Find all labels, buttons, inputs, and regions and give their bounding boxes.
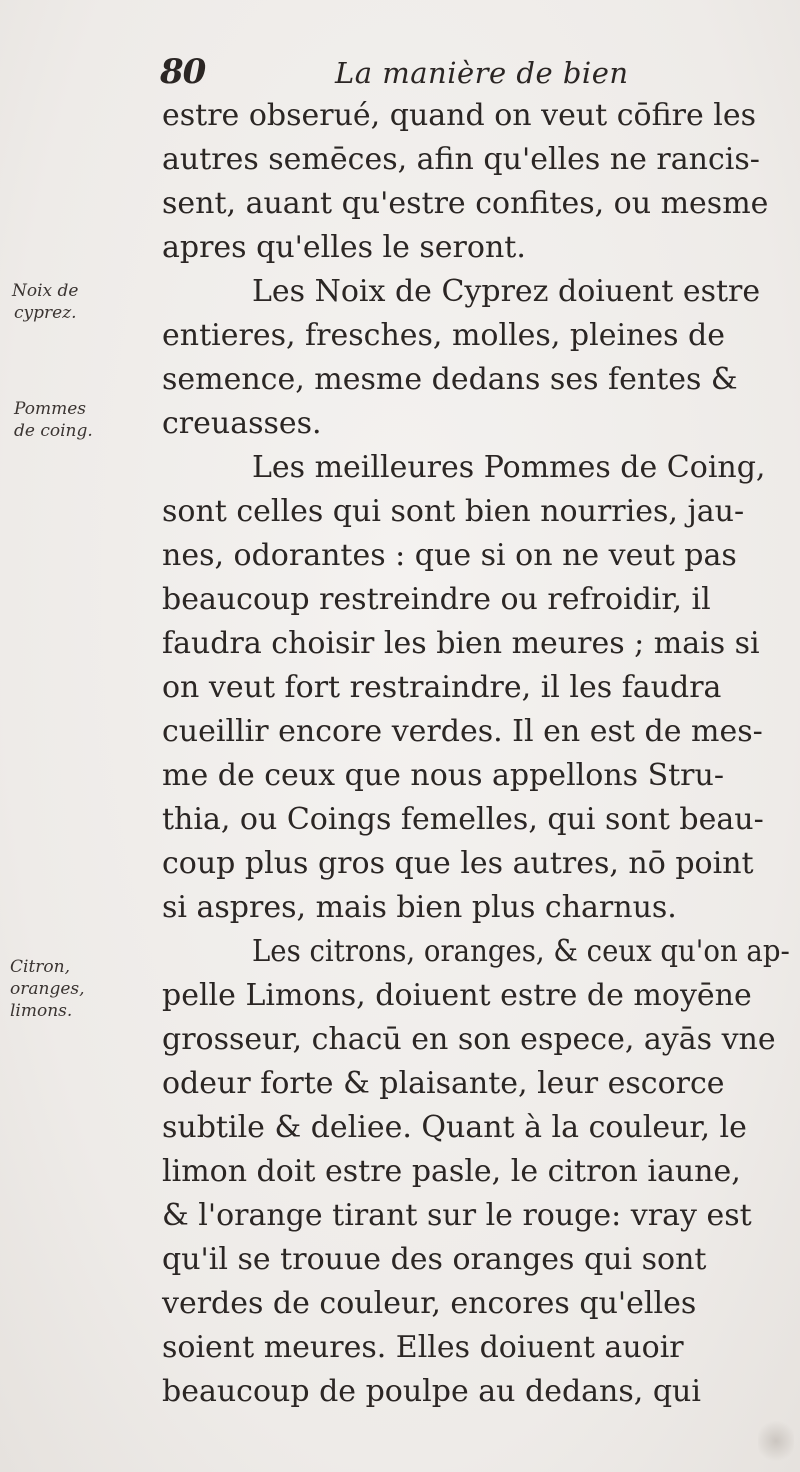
text-line: sont celles qui sont bien nourries, jau- [162,494,745,529]
margin-note-line: Pommes [14,399,87,419]
text-line: semence, mesme dedans ses fentes & [162,362,738,397]
text-line: apres qu'elles le seront. [162,230,526,265]
text-line: subtile & deliee. Quant à la couleur, le [162,1110,747,1145]
text-line: thia, ou Coings femelles, qui sont beau- [162,802,764,837]
margin-note-citrons [10,956,85,1022]
margin-note-noix-de-cyprez [12,280,78,324]
margin-note-pommes-de-coing [14,398,93,442]
text-line: si aspres, mais bien plus charnus. [162,890,677,925]
margin-note-line: Noix de [12,281,79,301]
text-line: on veut fort restraindre, il les faudra [162,670,722,705]
text-line: beaucoup restreindre ou refroidir, il [162,582,711,617]
text-line: soient meures. Elles doiuent auoir [162,1330,684,1365]
text-line: Les Noix de Cyprez doiuent estre [252,274,761,309]
text-line: cueillir encore verdes. Il en est de mes- [162,714,763,749]
text-line: Les meilleures Pommes de Coing, [252,450,766,485]
text-line: coup plus gros que les autres, nō point [162,846,754,881]
text-line: pelle Limons, doiuent estre de moyēne [162,978,752,1013]
text-line: & l'orange tirant sur le rouge: vray est [162,1198,752,1233]
text-line: grosseur, chacū en son espece, ayās vne [162,1022,776,1057]
margin-note-line: de coing. [14,421,93,441]
running-head: La manière de bien [335,56,629,90]
text-line: faudra choisir les bien meures ; mais si [162,626,760,661]
text-line: qu'il se trouue des oranges qui sont [162,1242,707,1277]
margin-note-line: oranges, [10,979,85,999]
text-line: estre obserué, quand on veut cōfire les [162,98,756,133]
text-line: nes, odorantes : que si on ne veut pas [162,538,737,573]
text-line: me de ceux que nous appellons Stru- [162,758,724,793]
text-line: limon doit estre pasle, le citron iaune, [162,1154,741,1189]
text-line: Les citrons, oranges, & ceux qu'on ap- [252,934,790,969]
page-header [160,52,720,102]
page-number: 80 [160,52,206,92]
text-line: beaucoup de poulpe au dedans, qui [162,1374,701,1409]
margin-note-line: limons. [10,1001,73,1021]
text-line: entieres, fresches, molles, pleines de [162,318,726,353]
paper-stain [758,1418,794,1464]
margin-note-line: cyprez. [14,303,77,323]
text-line: creuasses. [162,406,322,441]
text-line: autres semēces, afin qu'elles ne rancis- [162,142,760,177]
text-line: verdes de couleur, encores qu'elles [162,1286,697,1321]
margin-note-line: Citron, [10,957,70,977]
text-line: sent, auant qu'estre confites, ou mesme [162,186,769,221]
text-line: odeur forte & plaisante, leur escorce [162,1066,725,1101]
